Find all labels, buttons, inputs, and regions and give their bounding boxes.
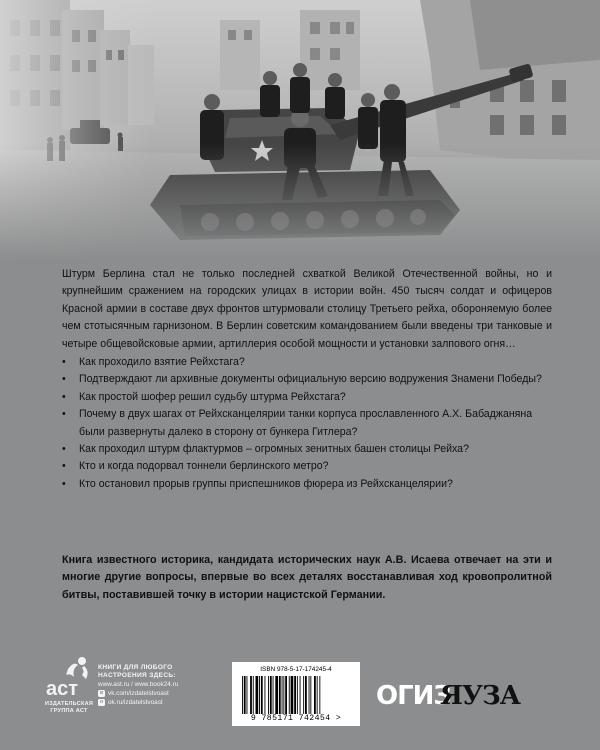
question-item: • Как простой шофер решил судьбу штурма Рейхстага? bbox=[62, 389, 552, 406]
barcode-bar bbox=[289, 676, 290, 714]
ogiz-logo-icon bbox=[376, 676, 451, 711]
barcode-bars bbox=[240, 676, 352, 714]
cover-photo bbox=[0, 0, 600, 260]
isbn-label: ISBN 978-5-17-174245-4 bbox=[260, 666, 332, 673]
barcode-bar bbox=[305, 676, 307, 714]
barcode-bar bbox=[259, 676, 260, 714]
barcode-bar bbox=[247, 676, 248, 714]
barcode-bar bbox=[261, 676, 263, 714]
barcode-bar bbox=[253, 676, 254, 714]
barcode-bar bbox=[242, 676, 243, 714]
ok-text: ok.ru/izdatelstvoast bbox=[108, 699, 163, 707]
ok-icon: о bbox=[99, 699, 104, 706]
barcode-bar bbox=[250, 676, 252, 714]
barcode-bar bbox=[285, 676, 287, 714]
question-item: • Как проходило взятие Рейхстага? bbox=[62, 354, 552, 371]
vk-icon: в bbox=[99, 690, 104, 697]
yauza-logo bbox=[440, 674, 520, 715]
barcode-bar bbox=[310, 676, 311, 714]
question-item: • Подтверждают ли архивные документы официальную версию водружения Знамени Победы? bbox=[62, 371, 552, 388]
annotation bbox=[62, 266, 552, 493]
barcode-bar bbox=[268, 676, 269, 714]
ogiz-logo-text: ОГИЗ bbox=[376, 681, 451, 711]
ok-link[interactable] bbox=[98, 698, 218, 707]
ast-logo-icon bbox=[44, 655, 92, 701]
questions-list bbox=[62, 354, 552, 493]
yauza-logo-text: ЯУЗА bbox=[440, 681, 520, 711]
ast-logo bbox=[44, 655, 92, 725]
barcode-bar bbox=[265, 676, 266, 714]
barcode-bar bbox=[273, 676, 274, 714]
ogiz-logo bbox=[376, 676, 451, 715]
tank-photo-illustration bbox=[0, 0, 600, 260]
barcode-digits: 9 785171 742454 > bbox=[250, 714, 342, 723]
sites-text: www.ast.ru / www.book24.ru bbox=[98, 681, 179, 689]
question-item: • Почему в двух шагах от Рейхсканцелярии танки корпуса прославленного А.Х. Бабаджаняна были развернуты далеко в сторону от бункера Гитлера? bbox=[62, 406, 552, 441]
barcode-bar bbox=[317, 676, 318, 714]
publisher-name: ИЗДАТЕЛЬСКАЯ ГРУППА АСТ bbox=[44, 701, 94, 714]
barcode-bar bbox=[275, 676, 278, 714]
publisher-links bbox=[98, 664, 218, 707]
barcode-bar bbox=[309, 676, 310, 714]
barcode-bar bbox=[294, 676, 296, 714]
barcode-bar bbox=[303, 676, 304, 714]
sites-link[interactable] bbox=[98, 680, 218, 689]
yauza-logo-icon bbox=[440, 674, 520, 711]
intro-paragraph: Штурм Берлина стал не только последней схваткой Великой Отечественной войны, но и крупнейшим сражением на городских улицах в истории войн. 450 тысяч солдат и офицеров Красной армии в составе двух фронтов штурмовали столицу Третьего рейха, обороняемую более чем стотысячным гарнизоном. В Берлин советским командованием были введены три танковые и четыре общевойсковые армии, артиллерия особой мощности и установки залпового огня… bbox=[62, 268, 552, 350]
question-item: • Как проходил штурм флактурмов – огромных зенитных башен столицы Рейха? bbox=[62, 441, 552, 458]
barcode-bar bbox=[244, 676, 246, 714]
barcode-bar bbox=[283, 676, 284, 714]
question-item: • Кто остановил прорыв группы приспешников фюрера из Рейхсканцелярии? bbox=[62, 476, 552, 493]
summary-paragraph: Книга известного историка, кандидата исторических наук А.В. Исаева отвечает на эти и многие другие вопросы, впервые во всех деталях восстанавливая ход кровопролитной битвы, поставившей точку в истории нацистской Германии. bbox=[62, 554, 552, 601]
question-item: • Кто и когда подорвал тоннели берлинского метро? bbox=[62, 458, 552, 475]
barcode-bar bbox=[300, 676, 301, 714]
barcode-bar bbox=[270, 676, 272, 714]
vk-text: vk.com/izdatelstvoast bbox=[108, 690, 169, 698]
barcode-bar bbox=[282, 676, 283, 714]
barcode-bar bbox=[319, 676, 320, 714]
isbn-barcode bbox=[232, 662, 360, 726]
barcode-bar bbox=[297, 676, 298, 714]
ast-logo-text: аст bbox=[46, 678, 79, 700]
vk-link[interactable] bbox=[98, 689, 218, 698]
barcode-bar bbox=[256, 676, 259, 714]
publisher-tagline: КНИГИ ДЛЯ ЛЮБОГО НАСТРОЕНИЯ ЗДЕСЬ: bbox=[98, 664, 176, 680]
barcode-bar bbox=[291, 676, 294, 714]
barcode-bar bbox=[314, 676, 316, 714]
barcode-bar bbox=[279, 676, 281, 714]
